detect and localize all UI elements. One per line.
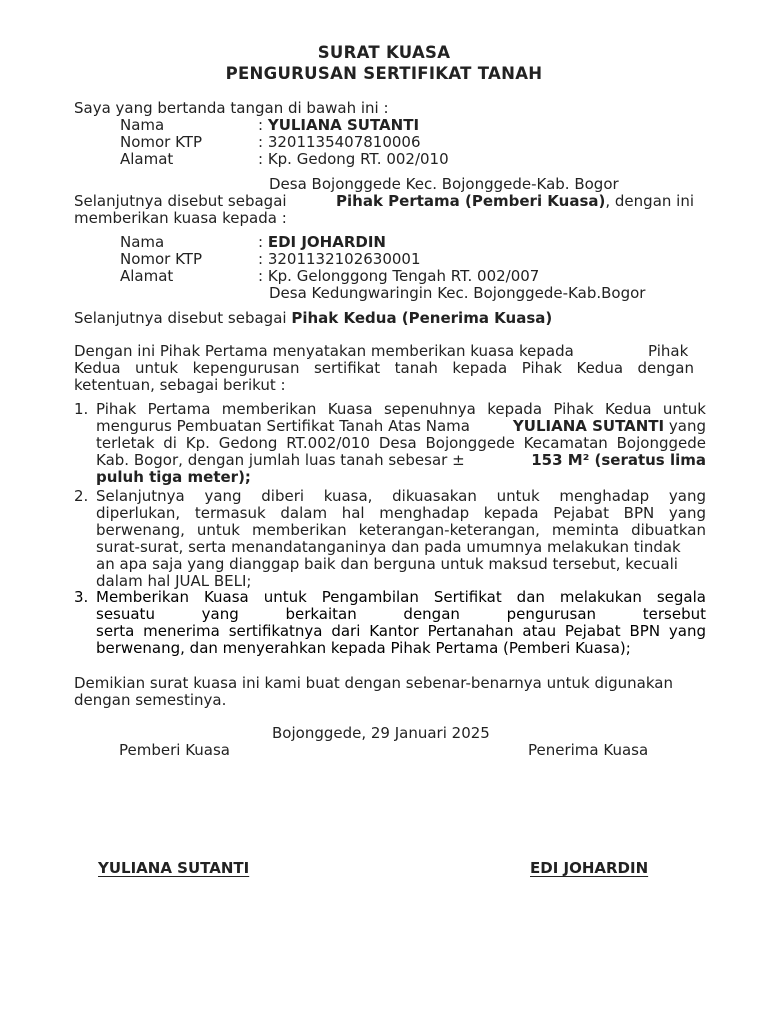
receiver-label: Penerima Kuasa bbox=[528, 741, 649, 759]
party1-ktp: : 3201135407810006 bbox=[258, 133, 421, 151]
item2-number: 2. bbox=[74, 487, 89, 505]
item3-line4: berwenang, dan menyerahkan kepada Pihak Pertama (Pemberi Kuasa); bbox=[96, 639, 631, 657]
item2-line4: surat-surat, serta menandatanganinya dan pada umumnya melakukan tindak bbox=[96, 538, 681, 556]
intro-text: Saya yang bertanda tangan di bawah ini : bbox=[74, 99, 389, 117]
item1-line3: terletak di Kp. Gedong RT.002/010 Desa Bojonggede Kecamatan Bojonggede bbox=[96, 434, 706, 452]
item1-line4: Kab. Bogor, dengan jumlah luas tanah sebesar ± 153 M² (seratus lima bbox=[96, 451, 706, 469]
party2-ktp-label: Nomor KTP bbox=[120, 250, 203, 268]
item3-line1: Memberikan Kuasa untuk Pengambilan Sertifikat dan melakukan segala bbox=[96, 588, 706, 606]
giver-label: Pemberi Kuasa bbox=[119, 741, 230, 759]
party2-name: EDI JOHARDIN bbox=[267, 233, 386, 251]
item1-line1: Pihak Pertama memberikan Kuasa sepenuhnya kepada Pihak Kedua untuk bbox=[96, 400, 706, 418]
paragraph-statement-line2: Kedua untuk kepengurusan sertifikat tanah kepada Pihak Kedua dengan bbox=[74, 359, 694, 377]
item1-line5: puluh tiga meter); bbox=[96, 468, 251, 486]
item2-line6: dalam hal JUAL BELI; bbox=[96, 572, 252, 590]
paragraph-statement-line1b: Pihak bbox=[648, 342, 689, 360]
party1-address-line2: Desa Bojonggede Kec. Bojonggede-Kab. Bogor bbox=[269, 175, 619, 193]
closing-line1: Demikian surat kuasa ini kami buat dengan sebenar-benarnya untuk digunakan bbox=[74, 674, 673, 692]
paragraph-statement-line3: ketentuan, sebagai berikut : bbox=[74, 376, 286, 394]
party1-address-label: Alamat bbox=[120, 150, 174, 168]
party2-address-label: Alamat bbox=[120, 267, 174, 285]
giver-signature-name: YULIANA SUTANTI bbox=[98, 859, 250, 877]
item1-owner-name: YULIANA SUTANTI bbox=[512, 417, 665, 435]
paragraph-pihak-kedua: Selanjutnya disebut sebagai Pihak Kedua (Penerima Kuasa) bbox=[74, 309, 553, 327]
paragraph-pihak-pertama-line2: memberikan kuasa kepada : bbox=[74, 209, 287, 227]
party2-ktp: : 3201132102630001 bbox=[258, 250, 421, 268]
party1-ktp-label: Nomor KTP bbox=[120, 133, 203, 151]
item2-line1: Selanjutnya yang diberi kuasa, dikuasakan untuk menghadap yang bbox=[96, 487, 706, 505]
item2-line5: an apa saja yang dianggap baik dan berguna untuk maksud tersebut, kecuali bbox=[96, 555, 678, 573]
paragraph-statement-line1a: Dengan ini Pihak Pertama menyatakan memberikan kuasa kepada bbox=[74, 342, 574, 360]
party1-address-line1: : Kp. Gedong RT. 002/010 bbox=[258, 150, 449, 168]
party2-address-line2: Desa Kedungwaringin Kec. Bojonggede-Kab.Bogor bbox=[269, 284, 646, 302]
item1-area: 153 M² (seratus lima bbox=[531, 451, 706, 469]
item2-line3: berwenang, untuk memberikan keterangan-keterangan, meminta dibuatkan bbox=[96, 521, 706, 539]
doc-subtitle: PENGURUSAN SERTIFIKAT TANAH bbox=[225, 64, 543, 83]
party2-name-row: : EDI JOHARDIN bbox=[258, 233, 386, 251]
party2-address-line1: : Kp. Gelonggong Tengah RT. 002/007 bbox=[258, 267, 540, 285]
item3-number: 3. bbox=[74, 588, 89, 606]
party1-name-row: : YULIANA SUTANTI bbox=[258, 116, 420, 134]
item1-line2: mengurus Pembuatan Sertifikat Tanah Atas Nama YULIANA SUTANTI yang bbox=[96, 417, 706, 435]
party2-name-label: Nama bbox=[120, 233, 165, 251]
item3-line3: serta menerima sertifikatnya dari Kantor Pertanahan atau Pejabat BPN yang bbox=[96, 622, 706, 640]
party1-name-label: Nama bbox=[120, 116, 165, 134]
item1-number: 1. bbox=[74, 400, 89, 418]
closing-line2: dengan semestinya. bbox=[74, 691, 227, 709]
pihak-kedua-term: Pihak Kedua (Penerima Kuasa) bbox=[291, 309, 553, 327]
item3-line2: sesuatu yang berkaitan dengan pengurusan tersebut bbox=[96, 605, 706, 623]
receiver-signature-name: EDI JOHARDIN bbox=[530, 859, 649, 877]
party1-name: YULIANA SUTANTI bbox=[267, 116, 420, 134]
place-date: Bojonggede, 29 Januari 2025 bbox=[272, 724, 490, 742]
paragraph-pihak-pertama: Selanjutnya disebut sebagai Pihak Pertama (Pemberi Kuasa), dengan ini bbox=[74, 192, 694, 210]
item2-line2: diperlukan, termasuk dalam hal menghadap kepada Pejabat BPN yang bbox=[96, 504, 706, 522]
pihak-pertama-term: Pihak Pertama (Pemberi Kuasa) bbox=[336, 192, 606, 210]
doc-title: SURAT KUASA bbox=[317, 43, 451, 62]
